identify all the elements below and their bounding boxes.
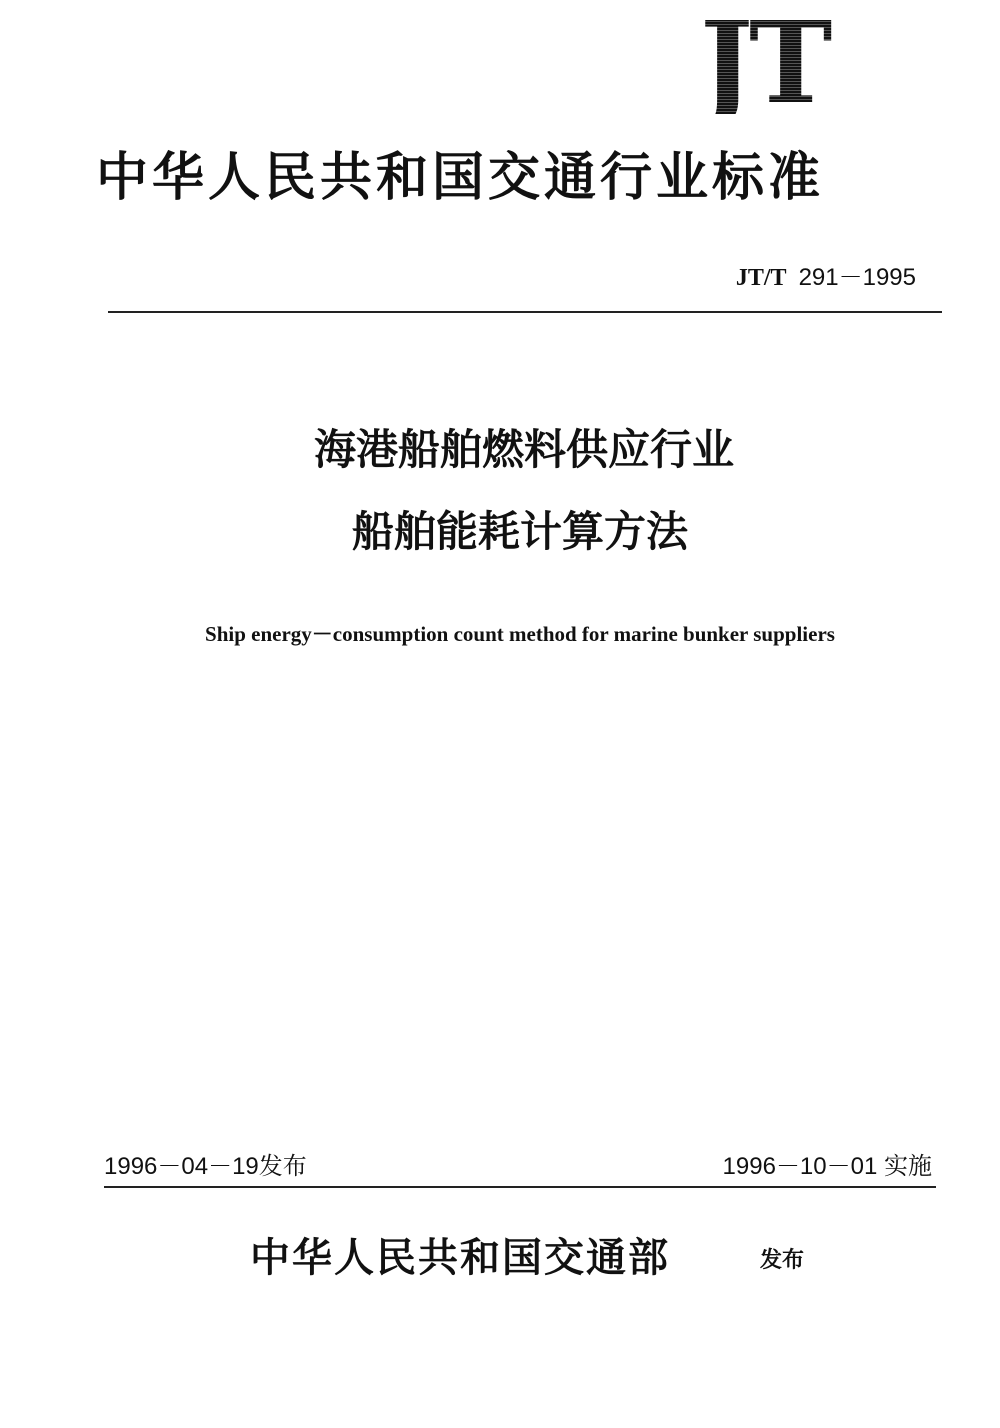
standard-code-number: 291－1995 (798, 264, 916, 291)
header-divider (108, 311, 942, 313)
english-title: Ship energy－consumption count method for marine bunker suppliers (205, 622, 835, 646)
release-date: 1996－04－19发布 (104, 1153, 307, 1180)
footer-divider (104, 1186, 936, 1188)
document-title-line-2: 船舶能耗计算方法 (351, 507, 688, 556)
document-title-line-1: 海港船舶燃料供应行业 (313, 425, 734, 474)
standard-type-header: 中华人民共和国交通行业标准 (96, 147, 825, 208)
jt-logo: JT (700, 14, 900, 114)
issuing-authority: 中华人民共和国交通部 (250, 1234, 670, 1281)
standard-code (736, 262, 916, 293)
issuing-authority-suffix: 发布 (760, 1248, 805, 1273)
effective-date: 1996－10－01 实施 (722, 1153, 932, 1180)
standard-code-prefix: JT/T (735, 265, 787, 291)
